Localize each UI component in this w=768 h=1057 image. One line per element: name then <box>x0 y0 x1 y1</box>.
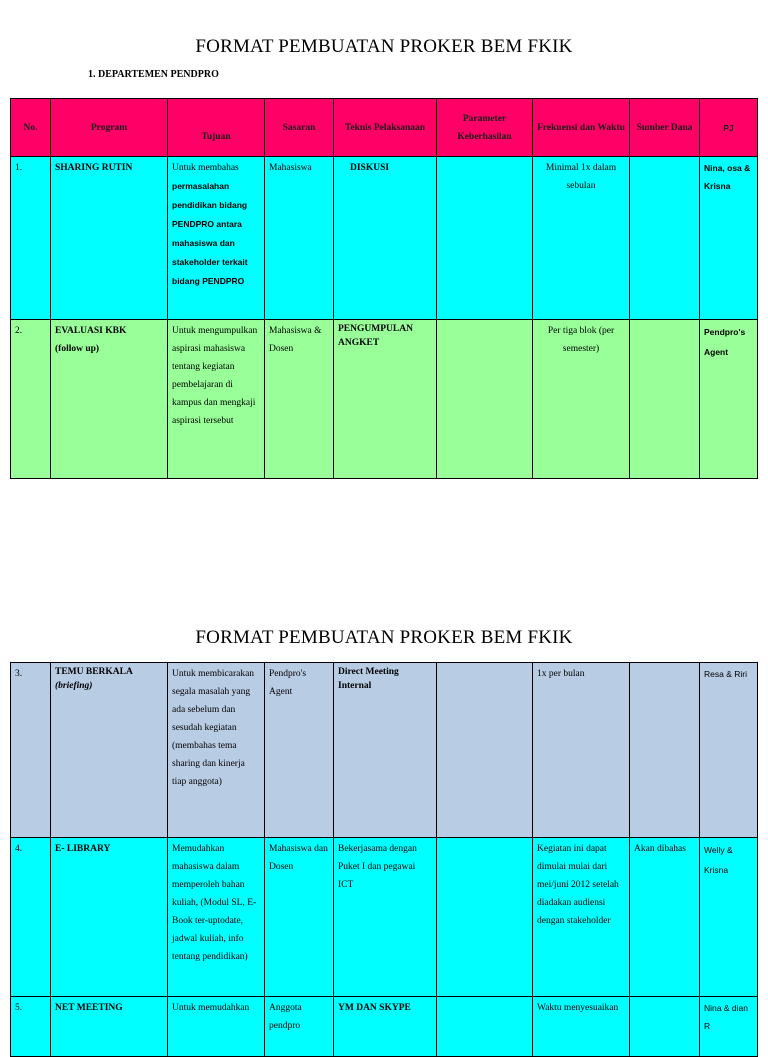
cell-teknis: DISKUSI <box>334 157 437 320</box>
cell-sumber: Akan dibahas <box>630 838 700 997</box>
header-teknis: Teknis Pelaksanaan <box>334 99 437 157</box>
cell-tujuan: Memudahkan mahasiswa dalam memperoleh bahan kuliah, (Modul SL, E-Book ter-uptodate, jadwal kuliah, info tentang pendidikan) <box>168 838 265 997</box>
tujuan-lead: Untuk membahas <box>172 163 239 173</box>
cell-frekuensi: Waktu menyesuaikan <box>533 997 630 1057</box>
header-sumber: Sumber Dana <box>630 99 700 157</box>
table-row <box>11 838 758 997</box>
document-title: FORMAT PEMBUATAN PROKER BEM FKIK <box>195 36 573 57</box>
cell-pj: Nina, osa & Krisna <box>700 157 758 320</box>
table-row <box>11 157 758 320</box>
document-title-page-2: FORMAT PEMBUATAN PROKER BEM FKIK <box>195 627 573 648</box>
cell-program <box>51 663 168 838</box>
cell-no: 5. <box>11 997 51 1057</box>
proker-table-2 <box>10 662 758 1057</box>
cell-parameter <box>437 320 533 479</box>
cell-program: E- LIBRARY <box>51 838 168 997</box>
header-program: Program <box>51 99 168 157</box>
table-header-row <box>11 99 758 157</box>
cell-no: 1. <box>11 157 51 320</box>
proker-table-1 <box>10 98 758 479</box>
cell-no: 4. <box>11 838 51 997</box>
table-row <box>11 320 758 479</box>
cell-frekuensi: Minimal 1x dalam sebulan <box>533 157 630 320</box>
cell-program: NET MEETING <box>51 997 168 1057</box>
header-tujuan: Tujuan <box>168 99 265 157</box>
cell-pj: Nina & dian R <box>700 997 758 1057</box>
cell-pj: Pendpro's Agent <box>700 320 758 479</box>
cell-parameter <box>437 157 533 320</box>
cell-sasaran: Pendpro's Agent <box>265 663 334 838</box>
program-name: TEMU BERKALA <box>55 667 133 677</box>
program-sub: (briefing) <box>55 681 93 691</box>
cell-teknis: YM DAN SKYPE <box>334 997 437 1057</box>
section-heading: 1. DEPARTEMEN PENDPRO <box>88 69 219 80</box>
table-row <box>11 663 758 838</box>
cell-tujuan: Untuk memudahkan <box>168 997 265 1057</box>
tujuan-rest: permasalahan pendidikan bidang PENDPRO antara mahasiswa dan stakeholder terkait bidang PENDPRO <box>172 181 248 286</box>
cell-tujuan: Untuk mengumpulkan aspirasi mahasiswa tentang kegiatan pembelajaran di kampus dan mengkaji aspirasi tersebut <box>168 320 265 479</box>
cell-program: SHARING RUTIN <box>51 157 168 320</box>
cell-no: 2. <box>11 320 51 479</box>
cell-sumber <box>630 663 700 838</box>
cell-parameter <box>437 663 533 838</box>
cell-sasaran: Mahasiswa & Dosen <box>265 320 334 479</box>
cell-teknis: Bekerjasama dengan Puket I dan pegawai ICT <box>334 838 437 997</box>
program-name: EVALUASI KBK <box>55 326 127 336</box>
cell-sasaran: Anggota pendpro <box>265 997 334 1057</box>
cell-sumber <box>630 997 700 1057</box>
cell-frekuensi: Per tiga blok (per semester) <box>533 320 630 479</box>
cell-sasaran: Mahasiswa <box>265 157 334 320</box>
cell-tujuan: Untuk membicarakan segala masalah yang ada sebelum dan sesudah kegiatan (membahas tema sharing dan kinerja tiap anggota) <box>168 663 265 838</box>
header-no: No. <box>11 99 51 157</box>
cell-frekuensi: 1x per bulan <box>533 663 630 838</box>
cell-parameter <box>437 997 533 1057</box>
cell-pj: Resa & Riri <box>700 663 758 838</box>
cell-pj: Welly & Krisna <box>700 838 758 997</box>
cell-no: 3. <box>11 663 51 838</box>
header-pj: PJ <box>700 99 758 157</box>
cell-tujuan <box>168 157 265 320</box>
cell-parameter <box>437 838 533 997</box>
cell-program <box>51 320 168 479</box>
cell-sumber <box>630 157 700 320</box>
header-parameter: Parameter Keberhasilan <box>437 99 533 157</box>
table-row <box>11 997 758 1057</box>
program-sub: (follow up) <box>55 344 100 354</box>
cell-teknis: Direct Meeting Internal <box>334 663 437 838</box>
cell-frekuensi: Kegiatan ini dapat dimulai mulai dari mei/juni 2012 setelah diadakan audiensi dengan stakeholder <box>533 838 630 997</box>
cell-sumber <box>630 320 700 479</box>
header-sasaran: Sasaran <box>265 99 334 157</box>
cell-teknis: PENGUMPULAN ANGKET <box>334 320 437 479</box>
header-frekuensi: Frekuensi dan Waktu <box>533 99 630 157</box>
cell-sasaran: Mahasiswa dan Dosen <box>265 838 334 997</box>
